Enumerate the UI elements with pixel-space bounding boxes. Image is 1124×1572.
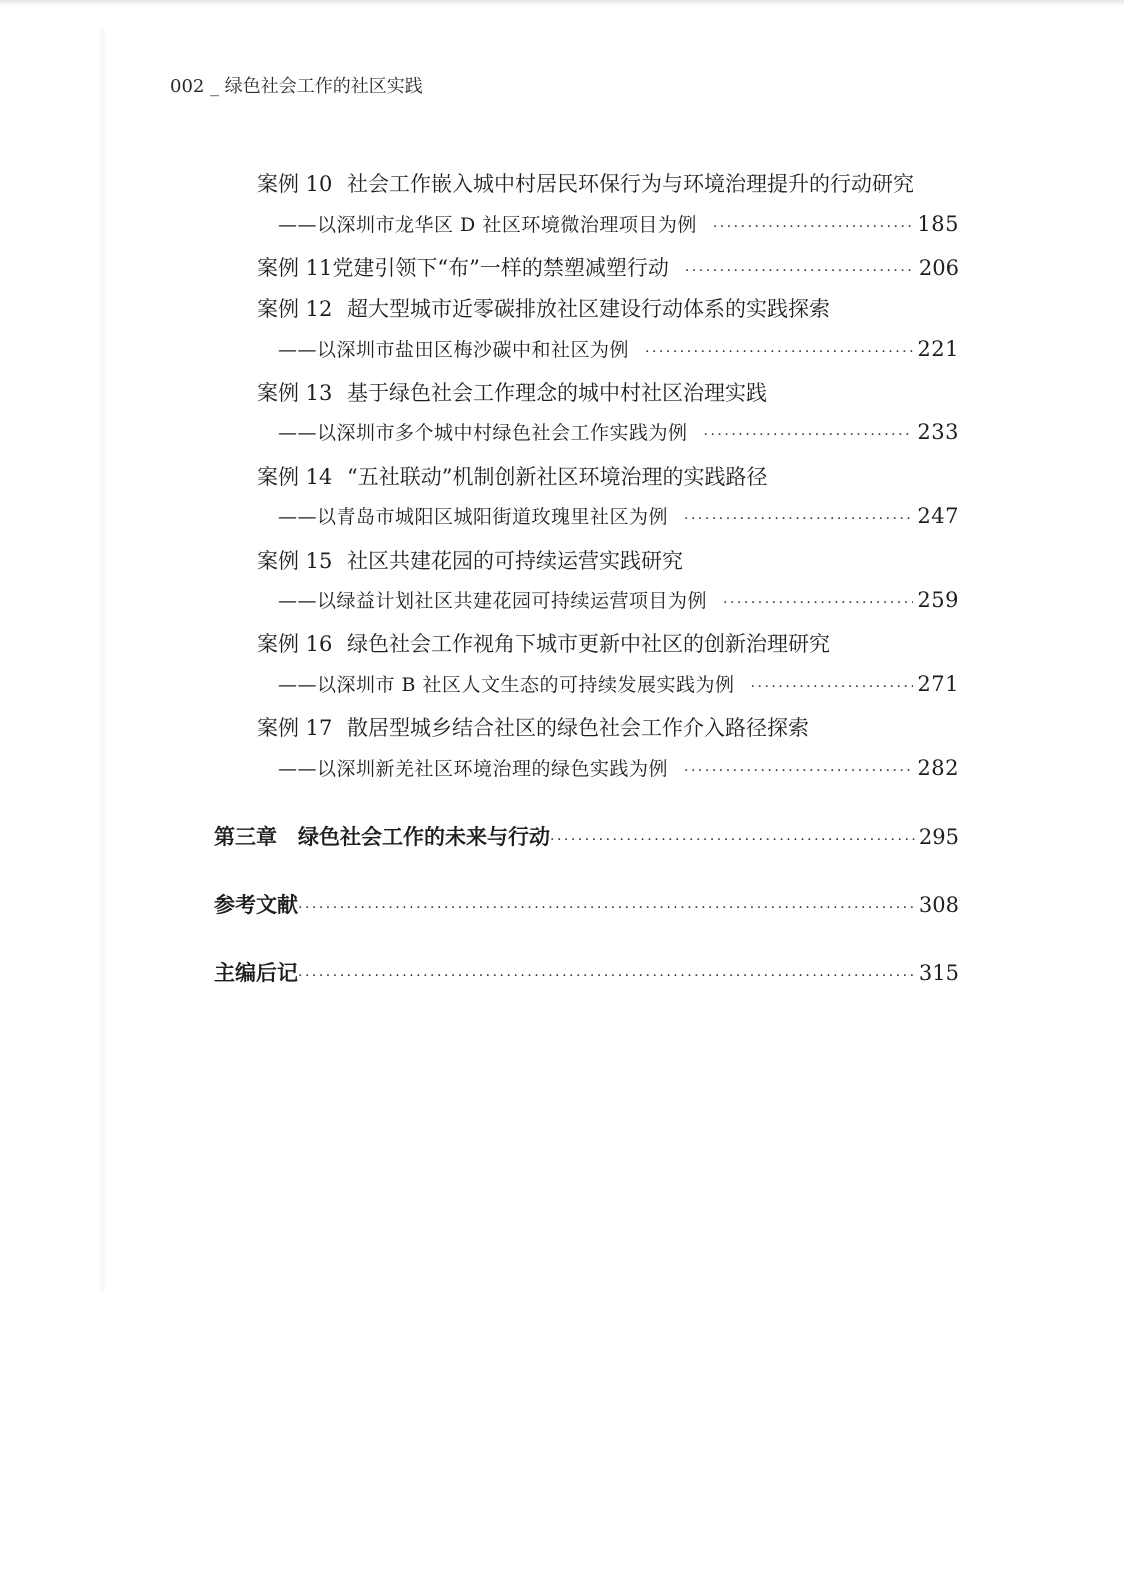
case-title: 散居型城乡结合社区的绿色社会工作介入路径探索	[347, 716, 809, 740]
case-label: 案例 17	[257, 716, 333, 740]
page-number: 185	[917, 212, 959, 236]
dot-leader	[550, 832, 915, 848]
toc-entry-case-11[interactable]	[257, 252, 959, 282]
dot-leader	[723, 595, 913, 611]
toc-subtitle-case-12	[278, 335, 959, 362]
toc-entry-chapter-3[interactable]	[214, 821, 959, 851]
case-label: 案例 15	[257, 549, 333, 573]
dot-leader	[704, 427, 914, 443]
toc-subtitle-case-16	[278, 670, 959, 697]
toc-entry-references[interactable]	[214, 889, 959, 919]
dot-leader	[713, 219, 914, 235]
case-subtitle: ——以深圳市盐田区梅沙碳中和社区为例	[278, 339, 630, 361]
toc-entry-case-17[interactable]	[257, 712, 809, 742]
dot-leader	[298, 900, 915, 916]
case-subtitle: ——以深圳市多个城中村绿色社会工作实践为例	[278, 422, 688, 444]
case-title: 绿色社会工作视角下城市更新中社区的创新治理研究	[347, 632, 830, 656]
page-number: 308	[918, 893, 959, 917]
page-number: 233	[917, 420, 959, 444]
toc-subtitle-case-17	[278, 754, 959, 781]
dot-leader	[684, 511, 913, 527]
case-subtitle: ——以深圳新羌社区环境治理的绿色实践为例	[278, 758, 669, 780]
case-subtitle: ——以绿益计划社区共建花园可持续运营项目为例	[278, 590, 708, 612]
toc-entry-case-16[interactable]	[257, 628, 830, 658]
toc-entry-case-15[interactable]	[257, 545, 683, 575]
toc-entry-case-14[interactable]	[257, 461, 767, 491]
page-number: 221	[917, 337, 959, 361]
running-header: 002 _ 绿色社会工作的社区实践	[170, 76, 423, 97]
case-subtitle: ——以青岛市城阳区城阳街道玫瑰里社区为例	[278, 506, 669, 528]
chapter-title: 主编后记	[214, 961, 298, 985]
toc-subtitle-case-15	[278, 586, 959, 613]
chapter-title: 第三章 绿色社会工作的未来与行动	[214, 825, 550, 849]
dot-leader	[685, 263, 915, 279]
page-number: 259	[917, 588, 959, 612]
case-title: “五社联动”机制创新社区环境治理的实践路径	[347, 465, 768, 489]
toc-subtitle-case-13	[278, 418, 959, 445]
case-label: 案例 11	[257, 256, 333, 280]
dot-leader	[684, 763, 913, 779]
toc-entry-case-13[interactable]	[257, 377, 767, 407]
case-title: 社会工作嵌入城中村居民环保行为与环境治理提升的行动研究	[347, 172, 914, 196]
toc-entry-case-12[interactable]	[257, 293, 830, 323]
dot-leader	[645, 344, 913, 360]
case-label: 案例 16	[257, 632, 333, 656]
case-subtitle: ——以深圳市 B 社区人文生态的可持续发展实践为例	[278, 674, 735, 696]
dot-leader	[751, 679, 914, 695]
case-title: 党建引领下“布”一样的禁塑减塑行动	[332, 256, 669, 280]
dot-leader	[298, 968, 915, 984]
chapter-title: 参考文献	[214, 893, 298, 917]
page-number: 315	[918, 961, 959, 985]
page-number: 282	[917, 756, 959, 780]
case-title: 超大型城市近零碳排放社区建设行动体系的实践探索	[347, 297, 830, 321]
page-binding-shadow	[98, 30, 108, 1290]
toc-subtitle-case-10	[278, 210, 959, 237]
page-number: 206	[918, 256, 959, 280]
page-number: 247	[917, 504, 959, 528]
page-number: 295	[918, 825, 959, 849]
case-title: 基于绿色社会工作理念的城中村社区治理实践	[347, 381, 767, 405]
case-label: 案例 12	[257, 297, 333, 321]
case-subtitle: ——以深圳市龙华区 D 社区环境微治理项目为例	[278, 214, 697, 236]
case-title: 社区共建花园的可持续运营实践研究	[347, 549, 683, 573]
page-top-shadow	[0, 0, 1124, 6]
toc-entry-case-10[interactable]	[257, 168, 914, 198]
page-number: 271	[917, 672, 959, 696]
case-label: 案例 14	[257, 465, 333, 489]
toc-subtitle-case-14	[278, 502, 959, 529]
case-label: 案例 10	[257, 172, 333, 196]
toc-entry-afterword[interactable]	[214, 957, 959, 987]
case-label: 案例 13	[257, 381, 333, 405]
